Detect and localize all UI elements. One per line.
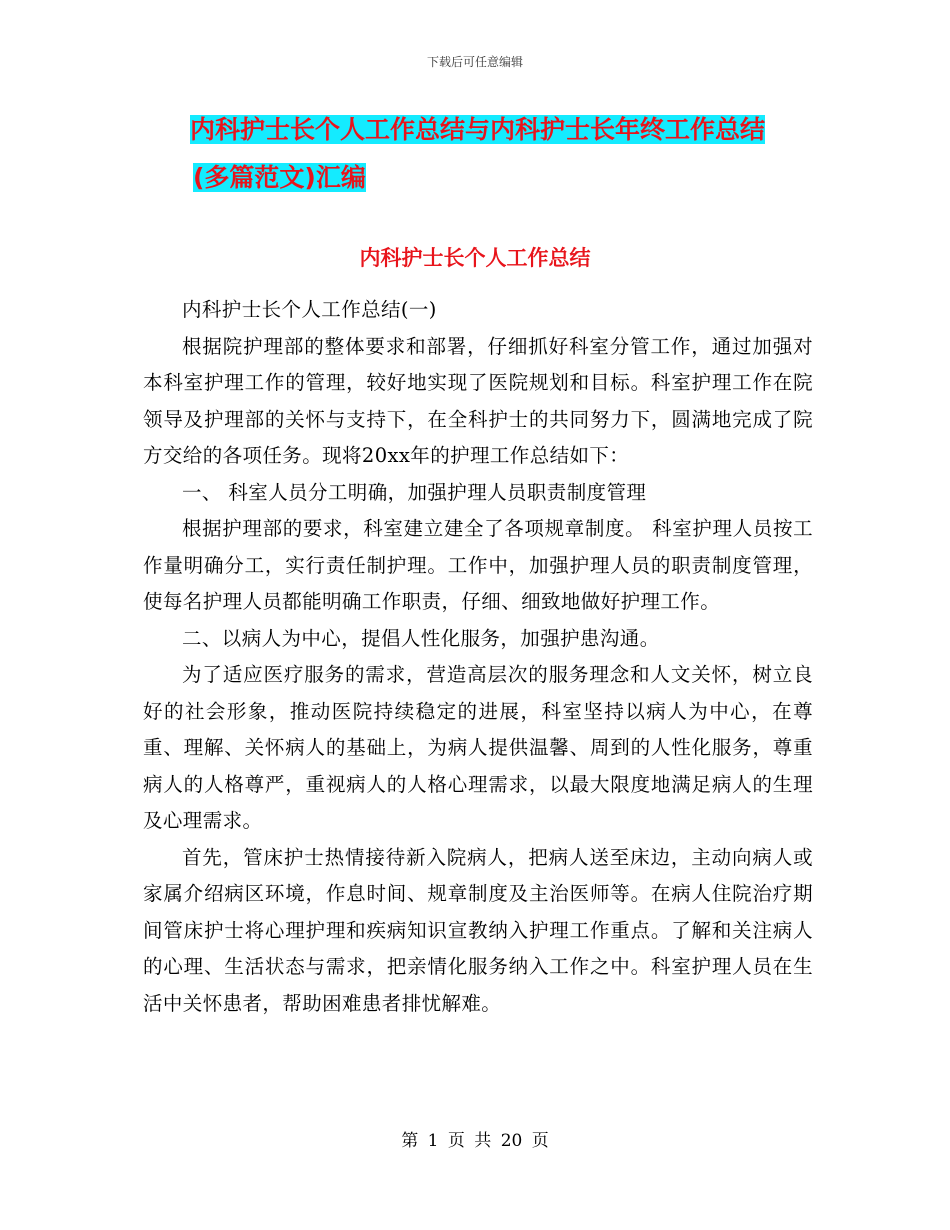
header-note: 下载后可任意编辑 [426, 55, 523, 69]
title-line-2-text: (多篇范文)汇编 [193, 163, 366, 192]
title-line-1 [190, 106, 810, 154]
heading-one: 一、 科室人员分工明确，加强护理人员职责制度管理 [182, 480, 647, 504]
paragraph-three: 首先，管床护士热情接待新入院病人，把病人送至床边，主动向病人或家属介绍病区环境，作息时间、规章制度及主治医师等。在病人住院治疗期间管床护士将心理护理和疾病知识宣教纳入护理工作重点。了解和关注病人的心理、生活状态与需求，把亲情化服务纳入工作之中。科室护理人员在生活中关怀患者，帮助困难患者排忧解难。 [143, 845, 813, 1015]
document-title [190, 106, 810, 202]
page-footer: 第 1 页 共 20 页 [401, 1131, 549, 1151]
heading-two: 二、以病人为中心，提倡人性化服务，加强护患沟通。 [182, 626, 660, 650]
intro-paragraph: 根据院护理部的整体要求和部署，仔细抓好科室分管工作，通过加强对本科室护理工作的管理，较好地实现了医院规划和目标。科室护理工作在院领导及护理部的关怀与支持下，在全科护士的共同努力下，圆满地完成了院方交给的各项任务。现将20xx年的护理工作总结如下： [143, 334, 813, 467]
paragraph-two: 为了适应医疗服务的需求，营造高层次的服务理念和人文关怀，树立良好的社会形象，推动医院持续稳定的进展，科室坚持以病人为中心，在尊重、理解、关怀病人的基础上，为病人提供温馨、周到的人性化服务，尊重病人的人格尊严，重视病人的人格心理需求，以最大限度地满足病人的生理及心理需求。 [143, 663, 813, 832]
document-body [143, 292, 813, 1022]
title-line-1-text: 内科护士长个人工作总结与内科护士长年终工作总结 [190, 115, 766, 144]
paragraph-one: 根据护理部的要求，科室建立建全了各项规章制度。 科室护理人员按工作量明确分工，实行责任制护理。工作中，加强护理人员的职责制度管理，使每名护理人员都能明确工作职责，仔细、细致地做好护理工作。 [143, 517, 813, 613]
title-line-2 [193, 154, 810, 202]
subtitle-paragraph: 内科护士长个人工作总结(一) [182, 298, 437, 321]
section-title: 内科护士长个人工作总结 [359, 246, 591, 270]
